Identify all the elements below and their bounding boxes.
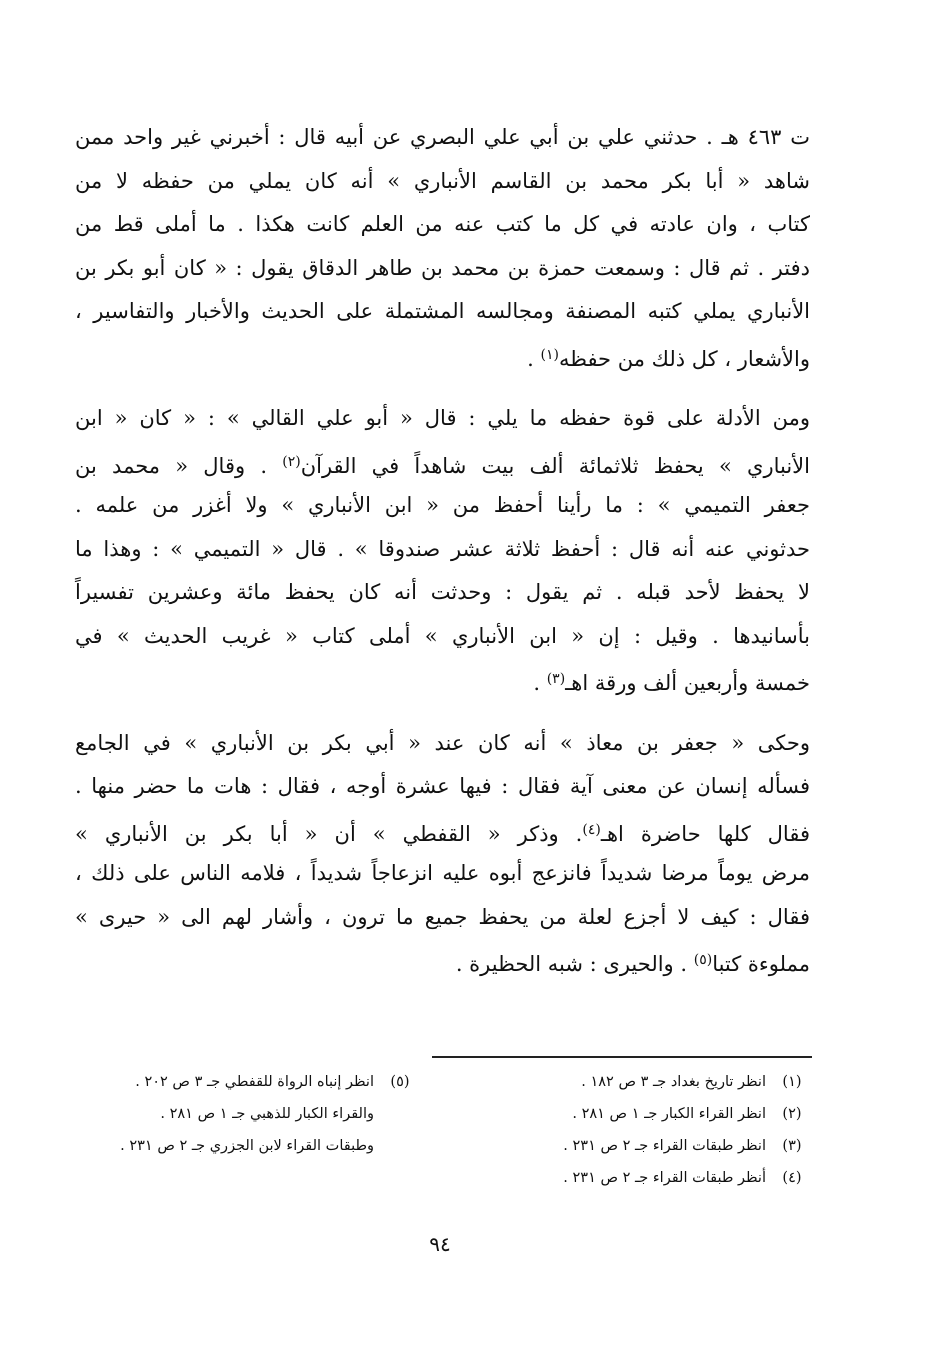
text-line: جعفر التميمي » : ما رأينا أحفظ من « ابن الأنباري » ولا أغزر من علمه . — [75, 493, 810, 517]
text-segment: . وذكر « القفطي » أن « أبا بكر بن الأنباري » — [75, 821, 583, 846]
footnotes-right-column — [475, 1066, 812, 1194]
footnote-5 — [90, 1066, 420, 1098]
text-line: ومن الأدلة على قوة حفظه ما يلي : قال « أبو علي القالي » : « كان « ابن — [75, 406, 810, 430]
text-line — [75, 658, 810, 702]
paragraph-3 — [75, 722, 810, 983]
text-line: فقال : كيف لا أجزع لعلة من يحفظ جميع ما ترون ، وأشار لهم الى « حيرى » — [75, 904, 810, 929]
footnote-ref-3[interactable]: (٣) — [546, 671, 566, 687]
text-line — [75, 809, 810, 853]
footnote-number: (٢) — [782, 1106, 802, 1122]
paragraph-1 — [75, 116, 810, 377]
text-line: دفتر . ثم قال : وسمعت حمزة بن محمد بن طاهر الدقاق يقول : « كان أبو بكر بن — [75, 255, 810, 280]
footnote-text: انظر تاريخ بغداد جـ ٣ ص ١٨٢ . — [581, 1074, 766, 1090]
footnote-3 — [475, 1130, 812, 1162]
text-line: الأنباري يملي كتبه المصنفة ومجالسه المشتملة على الحديث والأخبار والتفاسير ، — [75, 299, 810, 323]
paragraph-2 — [75, 397, 810, 702]
footnote-4 — [475, 1162, 812, 1194]
text-segment: . — [527, 346, 541, 371]
footnote-text: أنظر طبقات القراء جـ ٢ ص ٢٣١ . — [563, 1170, 766, 1186]
text-segment: . وقال « محمد بن — [75, 453, 283, 478]
footnote-ref-2[interactable]: (٢) — [282, 453, 301, 470]
footnote-number: (٣) — [782, 1138, 802, 1154]
footnote-number: (٤) — [782, 1170, 802, 1186]
text-line: بأسانيدها . وقيل : إن « ابن الأنباري » أملى كتاب « غريب الحديث » في — [75, 623, 810, 648]
text-line — [75, 939, 810, 983]
footnote-number: (٥) — [390, 1074, 410, 1090]
text-line: مرض يوماً مرضا شديداً فانزعج أبوه عليه انزعاجاً شديداً ، فلامه الناس على ذلك ، — [75, 861, 810, 885]
footnote-ref-5[interactable]: (٥) — [693, 952, 713, 968]
text-segment: مملوءة كتبا — [712, 952, 810, 976]
text-segment: فقال كلها حاضرة اهـ — [600, 821, 810, 846]
text-line — [75, 334, 810, 378]
text-line: لا يحفظ لأحد قبله . ثم يقول : وحدثت أنه كان يحفظ مائة وعشرين تفسيراً — [75, 580, 810, 604]
footnote-1 — [475, 1066, 812, 1098]
footnote-ref-4[interactable]: (٤) — [582, 821, 601, 838]
footnote-divider — [432, 1056, 812, 1058]
text-line: كتاب ، وان عادته في كل ما كتب عنه من العلم كانت هكذا . ما أملى قط من — [75, 212, 810, 236]
footnote-text: انظر القراء الكبار جـ ١ ص ٢٨١ . — [572, 1106, 766, 1122]
text-segment: . والحيرى : شبه الحظيرة . — [455, 952, 694, 976]
text-line: فسأله إنسان عن معنى آية فقال : فيها عشرة أوجه ، فقال : هات ما حضر منها . — [75, 774, 810, 798]
text-segment: خمسة وأربعين ألف ورقة اهـ — [565, 671, 810, 695]
text-line: شاهد « أبا بكر محمد بن القاسم الأنباري » أنه كان يملي من حفظه لا من — [75, 168, 810, 193]
text-line — [75, 441, 810, 485]
footnote-5-continuation: والقراء الكبار للذهبي جـ ١ ص ٢٨١ . — [160, 1106, 374, 1122]
footnote-number: (١) — [782, 1074, 802, 1090]
text-segment: . — [533, 671, 547, 695]
text-segment: الأنباري » يحفظ ثلاثمائة ألف بيت شاهداً في القرآن — [300, 453, 810, 478]
footnote-5-continuation: وطبقات القراء لابن الجزري جـ ٢ ص ٢٣١ . — [120, 1138, 374, 1154]
text-line: حدثوني عنه أنه قال : أحفظ ثلاثة عشر صندوقا » . قال « التميمي » : وهذا ما — [75, 536, 810, 561]
footnote-text: انظر إنباه الرواة للقفطي جـ ٣ ص ٢٠٢ . — [135, 1074, 374, 1090]
text-line: وحكى « جعفر بن معاذ » أنه كان عند « أبي بكر بن الأنباري » في الجامع — [75, 730, 810, 755]
footnote-ref-1[interactable]: (١) — [540, 346, 559, 363]
footnote-2 — [475, 1098, 812, 1130]
footnotes-left-column — [90, 1066, 420, 1162]
text-line: ت ٤٦٣ هـ . حدثني علي بن أبي علي البصري عن أبيه قال : أخبرني غير واحد ممن — [75, 125, 810, 149]
page-number: ٩٤ — [429, 1232, 451, 1256]
main-text — [75, 116, 810, 983]
footnote-text: انظر طبقات القراء جـ ٢ ص ٢٣١ . — [563, 1138, 766, 1154]
text-segment: والأشعار ، كل ذلك من حفظه — [558, 346, 810, 371]
